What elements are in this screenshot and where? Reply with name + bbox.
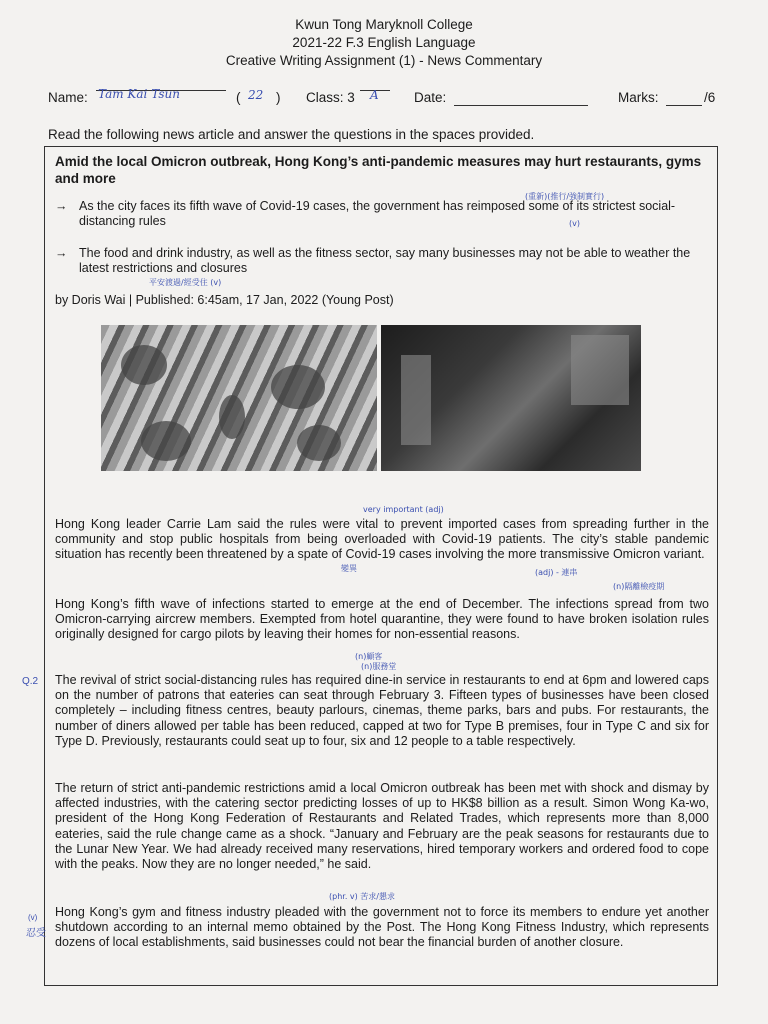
instruction-text: Read the following news article and answer the questions in the spaces provided.	[48, 127, 535, 142]
handwritten-note-quarantine: (n)隔離檢疫期	[613, 582, 665, 591]
paragraph-5: Hong Kong’s gym and fitness industry pleaded with the government not to force its members to endure yet another shutdown according to an internal memo obtained by the Post. The Hong Kong Fitness Industry, which represents dozens of local establishments, said businesses could not bear the financial burden of another closure.	[55, 905, 709, 950]
handwritten-note-variant: 變異	[341, 564, 357, 573]
article-box	[44, 146, 718, 986]
number-value: 22	[248, 88, 264, 102]
name-value: Tam Kai Tsun	[98, 87, 180, 101]
paragraph-2: Hong Kong’s fifth wave of infections started to emerge at the end of December. The infections spread from two Omicron-carrying aircrew members. Exempted from hotel quarantine, they were found to have broken isolation rules originally designed for cargo pilots by leaving their homes for non-essential reasons.	[55, 597, 709, 642]
marks-field[interactable]	[666, 90, 702, 106]
document-header	[0, 16, 768, 70]
paragraph-4: The return of strict anti-pandemic restrictions amid a local Omicron outbreak has been met with shock and dismay by affected industries, with the catering sector predicting losses of up to HK$8 billion as a result. Simon Wong Ka-wo, president of the Hong Kong Federation of Restaurants and Related Trades, which represents more than 8,000 eateries, said the rule change came as a shock. “January and February are the peak seasons for restaurants due to the Lunar New Year. We had already received many reservations, hired temporary workers and ordered food to cope with the peaks. Now they are no longer needed,” he said.	[55, 781, 709, 872]
margin-note-endure: 忍受	[26, 928, 46, 939]
restaurant-photo	[101, 325, 377, 471]
handwritten-note-reimposed: (重新)(推行/強制實行)	[525, 192, 605, 201]
bullet-text-1: As the city faces its fifth wave of Covid-19 cases, the government has reimposed some of its strictest social-distancing rules	[79, 199, 676, 228]
handwritten-note-spate: (adj) - 連串	[535, 568, 578, 577]
handwritten-note-pleaded: (phr. v) 苦求/懇求	[329, 892, 396, 901]
number-close-paren: )	[276, 90, 281, 105]
paragraph-1: Hong Kong leader Carrie Lam said the rules were vital to prevent imported cases from spreading further in the community and stop public hospitals from being overloaded with Covid-19 patients. The city’s stable pandemic situation has recently been threatened by a spate of Covid-19 cases involving the more transmissive Omicron variant.	[55, 517, 709, 562]
paragraph-3: The revival of strict social-distancing rules has required dine-in service in restaurants to end at 6pm and lowered caps on the number of patrons that eateries can seat through February 3. Fifteen types of businesses have been closed completely – including fitness centres, beauty parlours, cinemas, theme parks, bars and pubs. For restaurants, the number of diners allowed per table has been reduced, capped at two for Type B premises, four in Type C and six for Type D. Previously, restaurants could seat up to four, six and 12 people to a table respectively.	[55, 673, 709, 748]
handwritten-note-vital: very important (adj)	[363, 505, 444, 514]
course-title: 2021-22 F.3 English Language	[292, 35, 476, 50]
assignment-title: Creative Writing Assignment (1) - News Commentary	[225, 53, 543, 68]
marks-label: Marks:	[618, 90, 659, 105]
handwritten-note-v: (v)	[569, 219, 580, 228]
gym-photo	[381, 325, 641, 471]
date-field[interactable]	[454, 90, 588, 106]
school-name: Kwun Tong Maryknoll College	[295, 17, 473, 32]
margin-note-endure-v: (v)	[28, 913, 38, 922]
margin-note-q2: Q.2	[22, 676, 39, 687]
class-value: A	[370, 88, 379, 102]
marks-total: /6	[704, 90, 716, 105]
handwritten-note-weather: 平安渡過/經受住 (v)	[149, 278, 222, 287]
handwritten-note-dinein-2: (n)服務堂	[361, 662, 397, 671]
arrow-icon: →	[55, 246, 68, 260]
bullet-item	[55, 246, 694, 276]
bullet-text-2: The food and drink industry, as well as the fitness sector, say many businesses may not be able to weather the latest restrictions and closures	[79, 246, 691, 275]
handwritten-note-dinein: (n)顧客	[355, 652, 383, 661]
article-byline: by Doris Wai | Published: 6:45am, 17 Jan, 2022 (Young Post)	[55, 293, 394, 307]
article-headline: Amid the local Omicron outbreak, Hong Kong’s anti-pandemic measures may hurt restaurants, gyms and more	[55, 154, 702, 186]
number-open-paren: (	[236, 90, 241, 105]
name-label: Name:	[48, 90, 88, 105]
bullet-item	[55, 199, 694, 229]
arrow-icon: →	[55, 199, 68, 213]
class-label: Class: 3	[306, 90, 355, 105]
date-label: Date:	[414, 90, 447, 105]
